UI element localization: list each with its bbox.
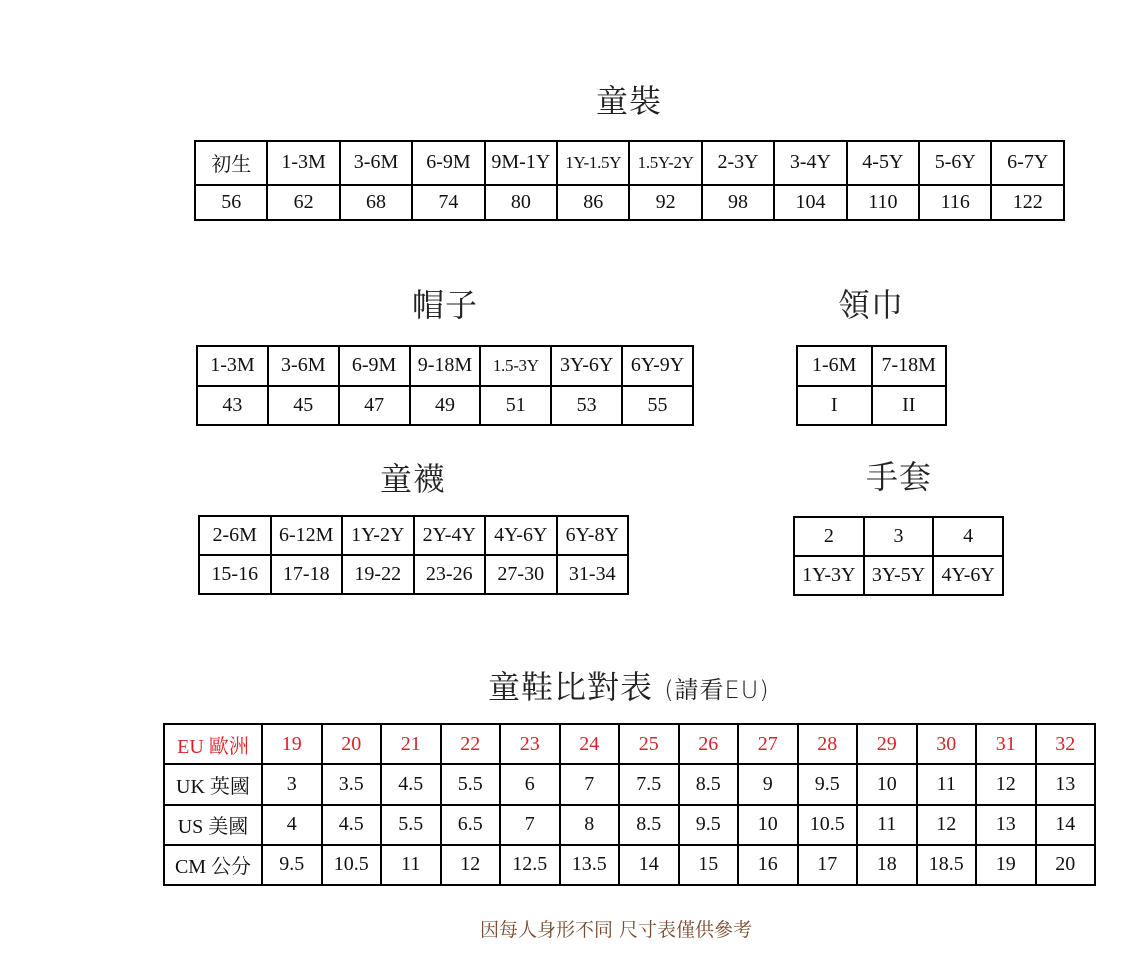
size-cell: 6-7Y	[991, 141, 1064, 185]
value-cell: 3Y-5Y	[864, 556, 934, 595]
shoe-size-cell: 22	[441, 724, 501, 764]
shoe-size-cell: 12.5	[500, 845, 560, 885]
value-cell: 92	[629, 185, 701, 220]
size-cell: 2-6M	[199, 516, 271, 555]
size-row	[195, 141, 1064, 185]
shoe-size-cell: 8.5	[619, 805, 679, 845]
shoe-size-cell: 4.5	[322, 805, 382, 845]
value-cell: 74	[412, 185, 484, 220]
size-cell: 4-5Y	[847, 141, 919, 185]
size-cell: 1Y-1.5Y	[557, 141, 629, 185]
bib-size-table	[796, 345, 947, 426]
measure-row	[794, 556, 1003, 595]
shoe-size-cell: 3	[262, 764, 322, 804]
size-cell: 6Y-9Y	[622, 346, 693, 386]
shoe-size-cell: 6.5	[441, 805, 501, 845]
size-cell: 9-18M	[410, 346, 481, 386]
hat-title: 帽子	[412, 286, 479, 324]
measure-row	[797, 386, 946, 426]
shoe-row	[164, 805, 1095, 845]
shoe-size-cell: 31	[976, 724, 1036, 764]
value-cell: 23-26	[414, 555, 486, 594]
shoe-comparison-table	[163, 723, 1096, 886]
value-cell: 116	[919, 185, 991, 220]
shoe-size-cell: 18	[857, 845, 917, 885]
shoe-size-cell: 16	[738, 845, 798, 885]
shoe-size-cell: 28	[798, 724, 858, 764]
value-cell: 110	[847, 185, 919, 220]
shoe-size-cell: 12	[917, 805, 977, 845]
shoe-size-cell: 7	[560, 764, 620, 804]
shoe-size-cell: 13.5	[560, 845, 620, 885]
size-cell: 1.5Y-2Y	[629, 141, 701, 185]
hat-size-table	[196, 345, 694, 426]
shoe-size-cell: 19	[976, 845, 1036, 885]
size-row	[197, 346, 693, 386]
shoes-subtitle: (請看EU)	[664, 676, 770, 704]
shoe-row-label: UK 英國	[164, 764, 262, 804]
shoe-size-cell: 14	[619, 845, 679, 885]
value-cell: 31-34	[557, 555, 629, 594]
shoe-size-cell: 21	[381, 724, 441, 764]
shoe-size-cell: 23	[500, 724, 560, 764]
shoe-size-cell: 9.5	[798, 764, 858, 804]
shoe-size-cell: 30	[917, 724, 977, 764]
size-row	[794, 517, 1003, 556]
value-cell: 53	[551, 386, 622, 426]
size-cell: 3-4Y	[774, 141, 846, 185]
shoes-title-text: 童鞋比對表	[488, 668, 654, 706]
shoe-size-cell: 5.5	[441, 764, 501, 804]
value-cell: 49	[410, 386, 481, 426]
value-cell: I	[797, 386, 872, 426]
size-cell: 1-3M	[197, 346, 268, 386]
shoe-size-cell: 18.5	[917, 845, 977, 885]
shoe-size-cell: 24	[560, 724, 620, 764]
value-cell: 56	[195, 185, 267, 220]
size-cell: 3	[864, 517, 934, 556]
measure-row	[195, 185, 1064, 220]
value-cell: 86	[557, 185, 629, 220]
size-cell: 4Y-6Y	[485, 516, 557, 555]
shoe-size-cell: 15	[679, 845, 739, 885]
measure-row	[199, 555, 628, 594]
value-cell: 80	[485, 185, 557, 220]
size-cell: 6-9M	[339, 346, 410, 386]
shoe-size-cell: 9.5	[679, 805, 739, 845]
value-cell: 104	[774, 185, 846, 220]
shoe-size-cell: 7.5	[619, 764, 679, 804]
size-cell: 7-18M	[872, 346, 947, 386]
shoe-size-cell: 7	[500, 805, 560, 845]
value-cell: 1Y-3Y	[794, 556, 864, 595]
bib-title: 領巾	[838, 286, 905, 324]
size-cell: 2Y-4Y	[414, 516, 486, 555]
shoe-size-cell: 11	[857, 805, 917, 845]
shoe-size-cell: 5.5	[381, 805, 441, 845]
size-cell: 1Y-2Y	[342, 516, 414, 555]
socks-title: 童襪	[380, 460, 447, 498]
shoe-size-cell: 26	[679, 724, 739, 764]
shoe-size-cell: 14	[1036, 805, 1096, 845]
value-cell: 17-18	[271, 555, 343, 594]
shoes-title	[488, 662, 770, 708]
measure-row	[197, 386, 693, 426]
shoe-size-cell: 13	[976, 805, 1036, 845]
shoe-size-cell: 3.5	[322, 764, 382, 804]
shoe-size-cell: 12	[976, 764, 1036, 804]
size-cell: 1-3M	[267, 141, 339, 185]
shoe-size-cell: 4	[262, 805, 322, 845]
value-cell: 15-16	[199, 555, 271, 594]
value-cell: 43	[197, 386, 268, 426]
shoe-size-cell: 8.5	[679, 764, 739, 804]
size-cell: 6Y-8Y	[557, 516, 629, 555]
shoe-size-cell: 25	[619, 724, 679, 764]
size-cell: 9M-1Y	[485, 141, 557, 185]
shoe-size-cell: 29	[857, 724, 917, 764]
value-cell: 47	[339, 386, 410, 426]
shoe-size-cell: 9.5	[262, 845, 322, 885]
value-cell: 98	[702, 185, 774, 220]
value-cell: 4Y-6Y	[933, 556, 1003, 595]
size-cell: 3-6M	[340, 141, 412, 185]
shoe-size-cell: 4.5	[381, 764, 441, 804]
socks-size-table	[198, 515, 629, 595]
shoe-row-label: CM 公分	[164, 845, 262, 885]
shoe-row-label: US 美國	[164, 805, 262, 845]
size-cell: 2-3Y	[702, 141, 774, 185]
shoe-size-cell: 10.5	[322, 845, 382, 885]
value-cell: 68	[340, 185, 412, 220]
size-cell: 5-6Y	[919, 141, 991, 185]
size-cell: 6-9M	[412, 141, 484, 185]
value-cell: 122	[991, 185, 1064, 220]
shoe-size-cell: 11	[917, 764, 977, 804]
size-cell: 初生	[195, 141, 267, 185]
clothing-size-table	[194, 140, 1065, 221]
shoe-row	[164, 724, 1095, 764]
gloves-title: 手套	[866, 458, 933, 496]
shoe-row	[164, 845, 1095, 885]
value-cell: 19-22	[342, 555, 414, 594]
value-cell: 62	[267, 185, 339, 220]
shoe-size-cell: 6	[500, 764, 560, 804]
value-cell: 45	[268, 386, 339, 426]
value-cell: 27-30	[485, 555, 557, 594]
size-cell: 1.5-3Y	[480, 346, 551, 386]
shoe-row	[164, 764, 1095, 804]
shoe-size-cell: 10	[738, 805, 798, 845]
size-row	[199, 516, 628, 555]
size-cell: 3-6M	[268, 346, 339, 386]
size-cell: 6-12M	[271, 516, 343, 555]
shoe-size-cell: 13	[1036, 764, 1096, 804]
shoe-size-cell: 20	[1036, 845, 1096, 885]
footer-note: 因每人身形不同 尺寸表僅供參考	[480, 919, 753, 941]
shoe-size-cell: 10.5	[798, 805, 858, 845]
shoe-size-cell: 19	[262, 724, 322, 764]
shoe-size-cell: 32	[1036, 724, 1096, 764]
size-cell: 1-6M	[797, 346, 872, 386]
size-cell: 2	[794, 517, 864, 556]
shoe-size-cell: 11	[381, 845, 441, 885]
clothing-title: 童裝	[596, 82, 663, 120]
shoe-size-cell: 17	[798, 845, 858, 885]
gloves-size-table	[793, 516, 1004, 596]
shoe-size-cell: 9	[738, 764, 798, 804]
shoe-size-cell: 12	[441, 845, 501, 885]
size-cell: 4	[933, 517, 1003, 556]
shoe-size-cell: 27	[738, 724, 798, 764]
shoe-size-cell: 8	[560, 805, 620, 845]
size-cell: 3Y-6Y	[551, 346, 622, 386]
size-row	[797, 346, 946, 386]
value-cell: II	[872, 386, 947, 426]
shoe-size-cell: 10	[857, 764, 917, 804]
shoe-size-cell: 20	[322, 724, 382, 764]
value-cell: 55	[622, 386, 693, 426]
shoe-row-label: EU 歐洲	[164, 724, 262, 764]
value-cell: 51	[480, 386, 551, 426]
